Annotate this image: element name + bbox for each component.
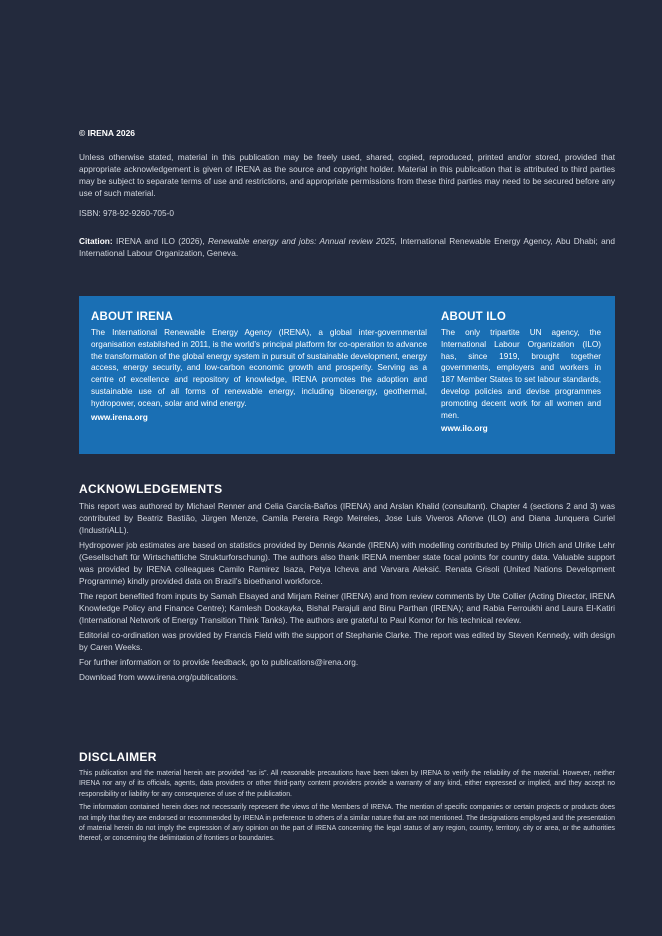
ack-paragraph: For further information or to provide feedback, go to publications@irena.org. xyxy=(79,657,359,667)
ilo-website-link[interactable]: www.ilo.org xyxy=(441,423,488,434)
citation-title: Renewable energy and jobs: Annual review 2025 xyxy=(207,236,395,246)
disclaimer-body xyxy=(79,769,615,848)
about-ilo-title: ABOUT ILO xyxy=(441,311,507,323)
irena-website-link[interactable]: www.irena.org xyxy=(91,411,148,422)
disclaimer-paragraph: This publication and the material herein are provided “as is”. All reasonable precautions have been taken by IRENA to verify the reliability of the material. However, neither IRENA nor any of its officials, agents, data providers or other third-party content providers provide a warranty of any kind, either expressed or implied, and they accept no responsibility or liability for any consequence of use of the publication. xyxy=(79,770,615,798)
ack-paragraph: The report benefited from inputs by Samah Elsayed and Mirjam Reiner (IRENA) and from review comments by Ute Collier (Acting Director, IRENA Knowledge Policy and Finance Centre); Kamlesh Dookayka, Bishal Parajuli and Binu Parthan (IRENA); and Rabia Ferroukhi and Laura El-Katiri (International Network of Energy Transition Think Tanks). The authors are grateful to Paul Komor for his technical review. xyxy=(79,591,615,625)
disclaimer-title: DISCLAIMER xyxy=(79,750,157,764)
isbn: ISBN: 978-92-9260-705-0 xyxy=(79,208,175,218)
citation xyxy=(79,235,615,259)
about-irena-title: ABOUT IRENA xyxy=(91,311,174,323)
about-ilo xyxy=(441,311,601,433)
about-irena xyxy=(91,311,427,422)
citation-post: , International Renewable Energy Agency, Abu Dhabi; and International Labour Organization, Geneva. xyxy=(79,236,615,258)
citation-pre: IRENA and ILO (2026), xyxy=(112,236,208,246)
ack-paragraph: This report was authored by Michael Renner and Celia García-Baños (IRENA) and Arslan Khalid (consultant). Chapter 4 (sections 2 and 3) was contributed by Beatriz Bastião, Jürgen Menze, Camila Pereira Rego Meireles, Jose Luis Viveros Añorve (ILO) and Diana Junquera Curiel (IndustriALL). xyxy=(79,501,615,535)
usage-notice: Unless otherwise stated, material in this publication may be freely used, shared, copied, reproduced, printed and/or stored, provided that appropriate acknowledgement is given of IRENA as the source and copyright holder. Material in this publication that is attributed to third parties may be subject to separate terms of use and restrictions, and appropriate permissions from these third parties may need to be secured before any use of such material. xyxy=(79,152,615,198)
about-box xyxy=(79,296,615,454)
about-ilo-text: The only tripartite UN agency, the International Labour Organization (ILO) has, since 1919, brought together governments, employers and workers in 187 Member States to set labour standards, develop policies and devise programmes promoting decent work for all women and men. xyxy=(441,328,601,420)
copyright-notice: © IRENA 2026 xyxy=(79,128,136,138)
ack-paragraph: Editorial co-ordination was provided by Francis Field with the support of Stephanie Clarke. The report was edited by Steven Kennedy, with design by Caren Weeks. xyxy=(79,630,615,652)
acknowledgements-title: ACKNOWLEDGEMENTS xyxy=(79,482,223,496)
ack-paragraph: Download from www.irena.org/publications. xyxy=(79,672,239,682)
citation-label: Citation: xyxy=(79,236,113,246)
ack-paragraph: Hydropower job estimates are based on statistics provided by Dennis Akande (IRENA) with modelling contributed by Philip Ulrich and Ulrike Lehr (Gesellschaft für Wirtschaftliche Strukturforschung). The authors also thank IRENA member state focal points for country data. Valuable support was provided by IRENA colleagues Camilo Ramirez Isaza, Petya Icheva and Varvara Aleksić. Renata Grisoli (United Nations Development Programme) kindly provided data on Brazil’s bioethanol workforce. xyxy=(79,540,615,586)
acknowledgements-body xyxy=(79,500,615,686)
disclaimer-paragraph: The information contained herein does not necessarily represent the views of the Members of IRENA. The mention of specific companies or certain projects or products does not imply that they are endorsed or recommended by IRENA in preference to others of a similar nature that are not mentioned. The designations employed and the presentation of material herein do not imply the expression of any opinion on the part of IRENA concerning the legal status of any region, country, territory, city or area, or the authorities thereof, or concerning the delimitation of frontiers or boundaries. xyxy=(79,804,615,843)
about-irena-text: The International Renewable Energy Agency (IRENA), a global inter-governmental organisation established in 2011, is the world’s principal platform for co-operation to advance the transformation of the global energy system in pursuit of sustainable development, energy access, energy security, and low-carbon economic growth and prosperity. Serving as a centre of excellence and repository of knowledge, IRENA promotes the adoption and sustainable use of all forms of renewable energy, including bioenergy, geothermal, hydropower, ocean, solar and wind energy. xyxy=(91,328,427,408)
